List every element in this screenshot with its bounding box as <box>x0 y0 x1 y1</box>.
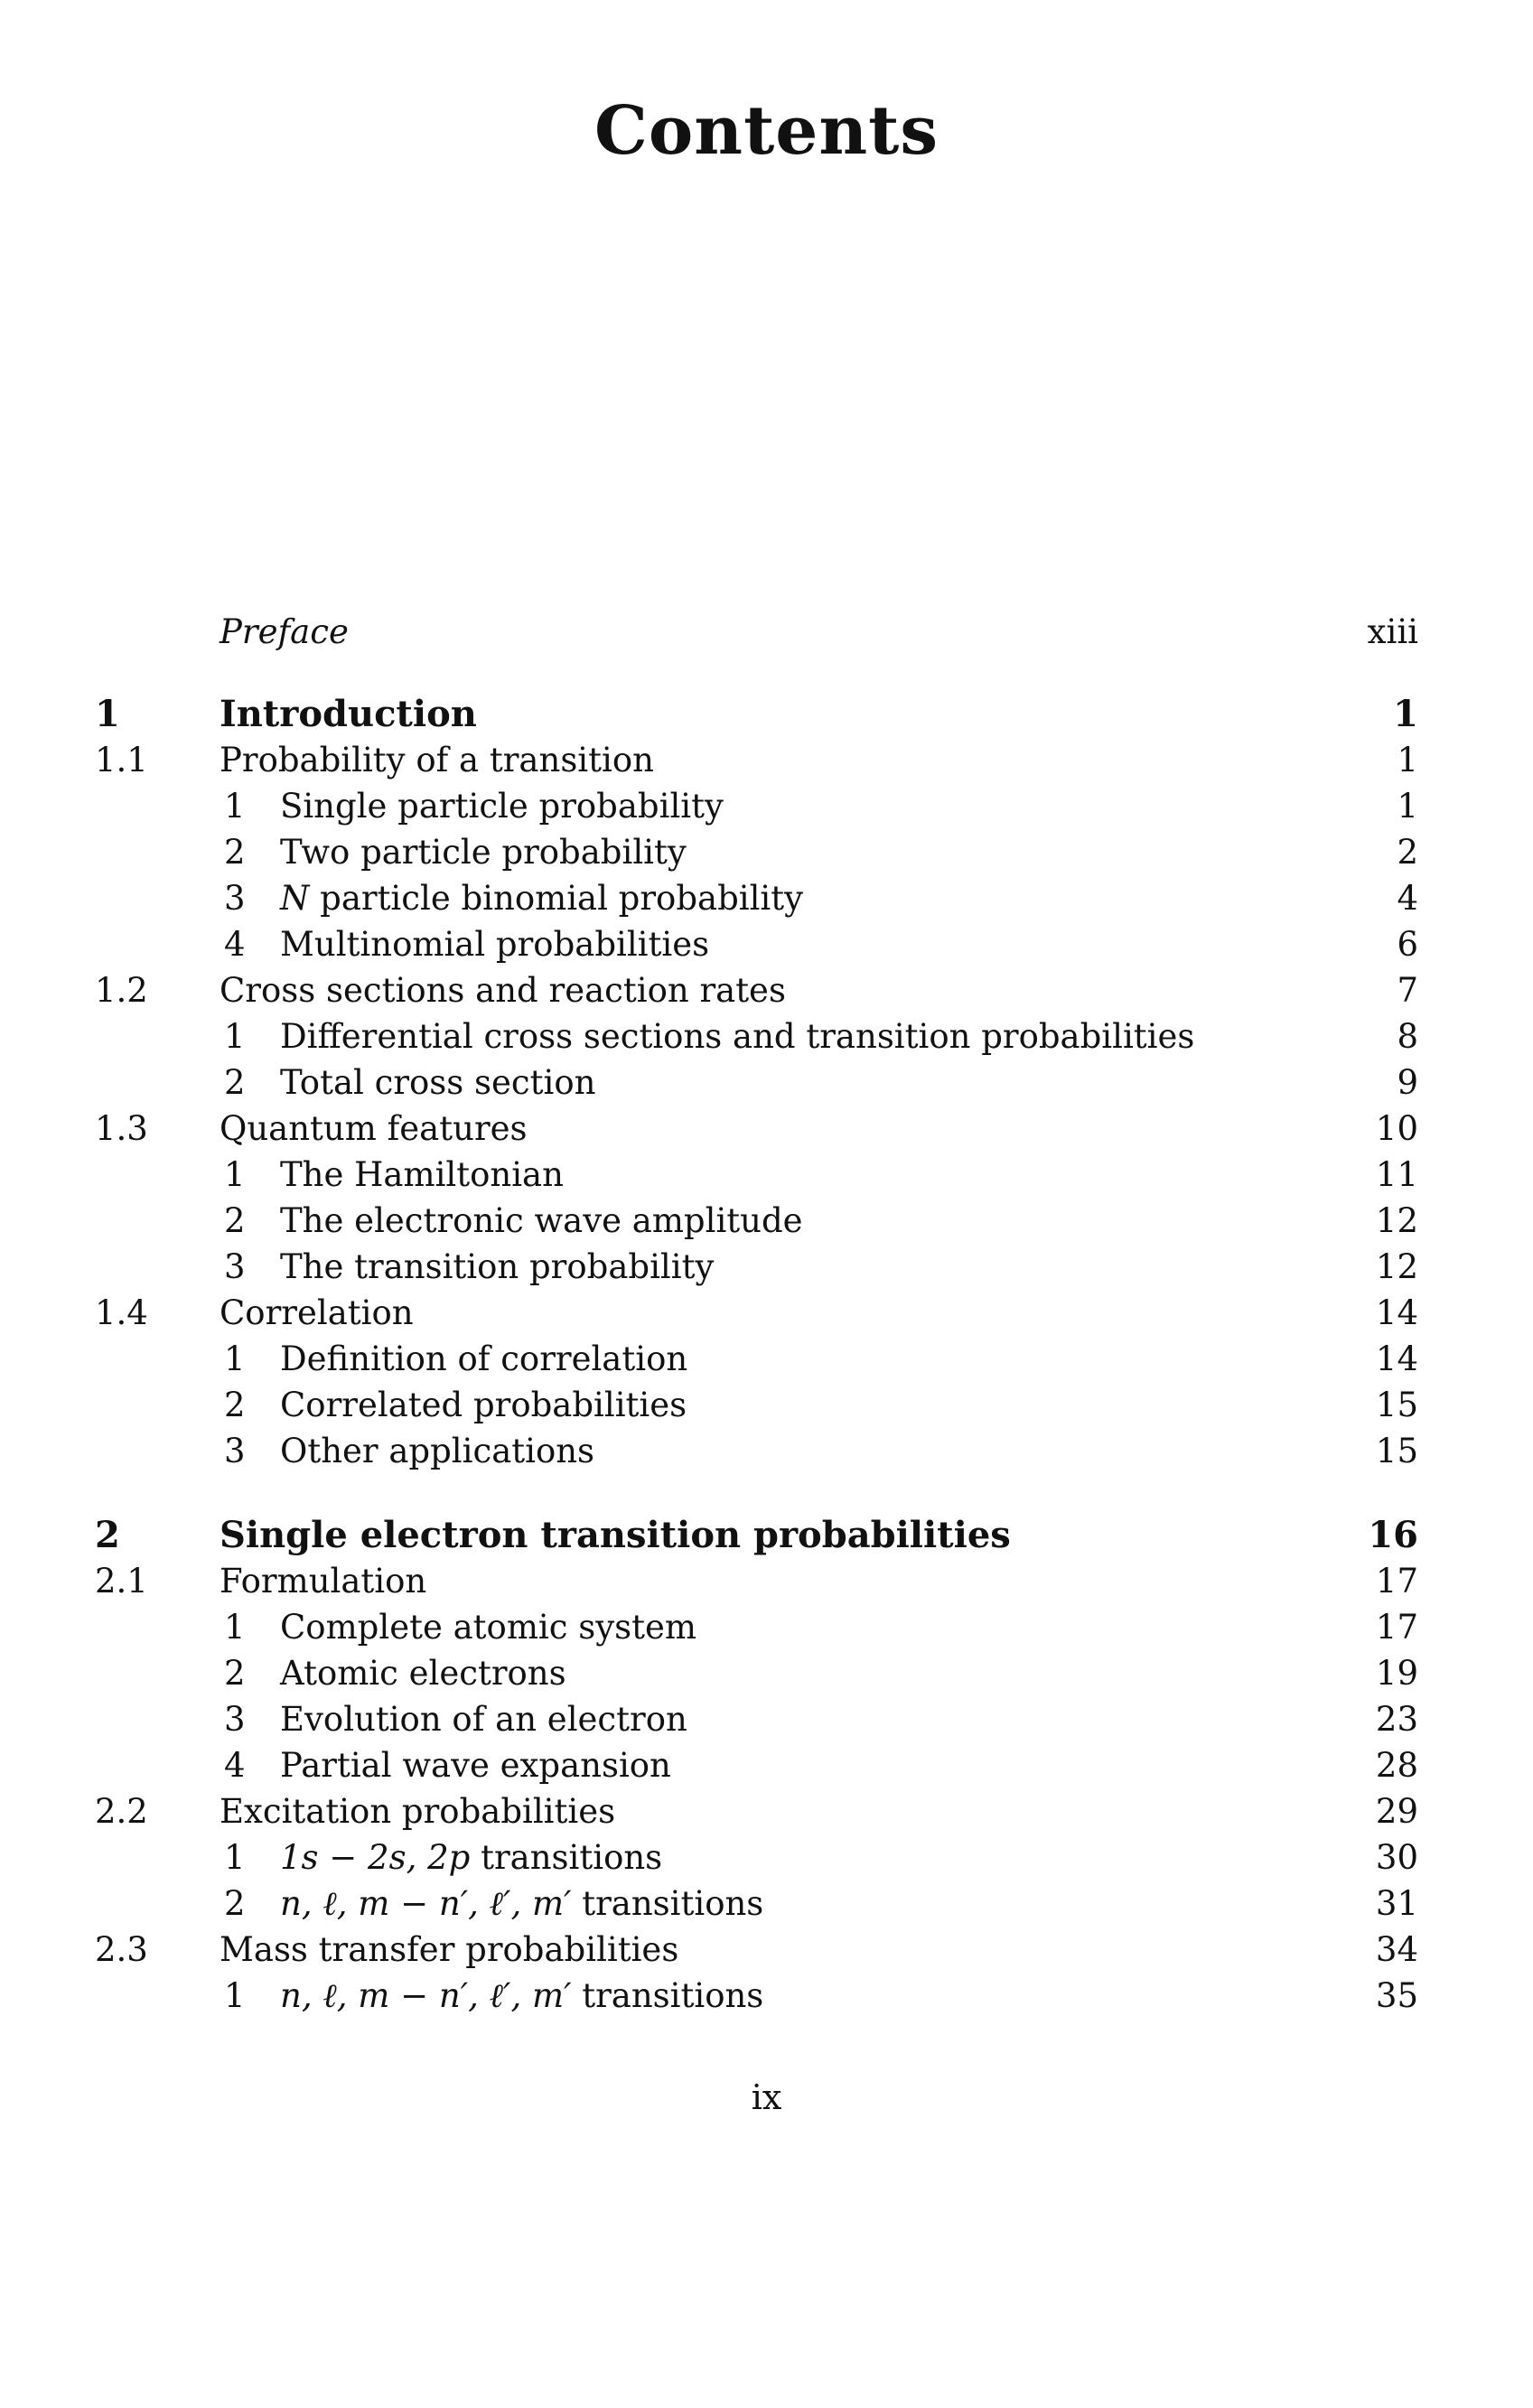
subsection-number: 3 <box>224 1700 246 1739</box>
toc-entry-preface[interactable] <box>95 609 1418 655</box>
subsection-number: 1 <box>224 1608 246 1647</box>
subsection-page: 9 <box>1397 1063 1418 1102</box>
chapter-number: 1 <box>95 693 120 735</box>
page-title: Contents <box>594 92 939 170</box>
subsection-page: 15 <box>1375 1386 1418 1424</box>
section-number: 1.3 <box>95 1109 148 1148</box>
toc-subsection[interactable] <box>95 1428 1418 1474</box>
toc-subsection[interactable] <box>95 875 1418 921</box>
section-title: Probability of a transition <box>220 741 654 779</box>
subsection-title: Total cross section <box>280 1063 596 1102</box>
chapter-page: 1 <box>1393 693 1418 735</box>
section-title: Quantum features <box>220 1109 528 1148</box>
subsection-page: 15 <box>1375 1432 1418 1470</box>
subsection-number: 2 <box>224 833 246 872</box>
toc-subsection[interactable] <box>95 921 1418 967</box>
subsection-number: 2 <box>224 1884 246 1923</box>
toc-subsection[interactable] <box>95 1013 1418 1059</box>
math-symbol: N <box>280 879 310 918</box>
section-page: 7 <box>1397 971 1418 1010</box>
subsection-page: 11 <box>1375 1155 1418 1194</box>
subsection-title: Correlated probabilities <box>280 1386 687 1424</box>
subsection-page: 12 <box>1375 1201 1418 1240</box>
toc-section-2-1[interactable] <box>95 1558 1418 1604</box>
subsection-title <box>280 875 803 921</box>
toc-section-2-3[interactable] <box>95 1927 1418 1973</box>
subsection-title: Multinomial probabilities <box>280 925 710 964</box>
chapter-page: 16 <box>1368 1514 1418 1556</box>
section-title: Mass transfer probabilities <box>220 1930 679 1969</box>
subsection-page: 19 <box>1375 1654 1418 1693</box>
subsection-title: The electronic wave amplitude <box>280 1201 803 1240</box>
section-number: 1.1 <box>95 741 148 779</box>
toc-subsection[interactable] <box>95 783 1418 829</box>
subsection-page: 4 <box>1397 879 1418 918</box>
section-page: 17 <box>1375 1562 1418 1601</box>
section-page: 29 <box>1375 1792 1418 1831</box>
subsection-title <box>280 1881 763 1927</box>
toc-subsection[interactable] <box>95 1696 1418 1742</box>
subsection-page: 8 <box>1397 1017 1418 1056</box>
math-expression: n, ℓ, m − n′, ℓ′, m′ <box>280 1976 572 2015</box>
toc-subsection[interactable] <box>95 829 1418 875</box>
subsection-page: 28 <box>1375 1746 1418 1785</box>
subsection-number: 1 <box>224 1976 246 2015</box>
subsection-title: The transition probability <box>280 1247 715 1286</box>
chapter-title: Single electron transition probabilities <box>220 1514 1011 1556</box>
subsection-title: Other applications <box>280 1432 595 1470</box>
section-number: 2.3 <box>95 1930 148 1969</box>
subsection-page: 31 <box>1375 1884 1418 1923</box>
subsection-title: Complete atomic system <box>280 1608 696 1647</box>
toc-subsection[interactable] <box>95 1650 1418 1696</box>
toc-subsection[interactable] <box>95 1336 1418 1382</box>
subsection-number: 1 <box>224 787 246 826</box>
toc-section-1-3[interactable] <box>95 1106 1418 1152</box>
subsection-title-text: transitions <box>571 1976 764 2015</box>
subsection-page: 2 <box>1397 833 1418 872</box>
subsection-number: 2 <box>224 1063 246 1102</box>
toc-section-1-2[interactable] <box>95 967 1418 1013</box>
subsection-page: 35 <box>1375 1976 1418 2015</box>
subsection-page: 14 <box>1375 1339 1418 1378</box>
section-page: 1 <box>1397 741 1418 779</box>
toc-subsection[interactable] <box>95 1604 1418 1650</box>
subsection-title: The Hamiltonian <box>280 1155 564 1194</box>
subsection-page: 17 <box>1375 1608 1418 1647</box>
subsection-title: Single particle probability <box>280 787 724 826</box>
toc-entry-page: xiii <box>1367 612 1418 651</box>
subsection-number: 4 <box>224 1746 246 1785</box>
toc-subsection[interactable] <box>95 1834 1418 1881</box>
subsection-number: 2 <box>224 1201 246 1240</box>
toc-subsection[interactable] <box>95 1742 1418 1788</box>
subsection-title: Atomic electrons <box>280 1654 566 1693</box>
toc-section-2-2[interactable] <box>95 1788 1418 1834</box>
subsection-page: 1 <box>1397 787 1418 826</box>
toc-entry-title: Preface <box>220 612 349 651</box>
toc-chapter-1[interactable] <box>95 691 1418 737</box>
subsection-page: 6 <box>1397 925 1418 964</box>
math-expression: n, ℓ, m − n′, ℓ′, m′ <box>280 1884 572 1923</box>
subsection-title-text: transitions <box>571 1884 764 1923</box>
section-number: 1.2 <box>95 971 148 1010</box>
subsection-number: 1 <box>224 1017 246 1056</box>
section-title: Formulation <box>220 1562 427 1601</box>
toc-subsection[interactable] <box>95 1881 1418 1927</box>
subsection-title: Definition of correlation <box>280 1339 688 1378</box>
section-page: 14 <box>1375 1293 1418 1332</box>
subsection-title: Differential cross sections and transition probabilities <box>280 1017 1195 1056</box>
toc-subsection[interactable] <box>95 1059 1418 1106</box>
subsection-number: 4 <box>224 925 246 964</box>
section-number: 2.1 <box>95 1562 148 1601</box>
subsection-page: 23 <box>1375 1700 1418 1739</box>
toc-subsection[interactable] <box>95 1152 1418 1198</box>
subsection-number: 3 <box>224 879 246 918</box>
chapter-number: 2 <box>95 1514 120 1556</box>
subsection-number: 3 <box>224 1432 246 1470</box>
section-title: Cross sections and reaction rates <box>220 971 786 1010</box>
toc-subsection[interactable] <box>95 1973 1418 2019</box>
subsection-title: Partial wave expansion <box>280 1746 671 1785</box>
subsection-number: 1 <box>224 1155 246 1194</box>
subsection-title: Two particle probability <box>280 833 687 872</box>
toc-chapter-2[interactable] <box>95 1512 1418 1558</box>
subsection-number: 2 <box>224 1654 246 1693</box>
section-page: 34 <box>1375 1930 1418 1969</box>
chapter-title: Introduction <box>220 693 477 735</box>
section-title: Correlation <box>220 1293 414 1332</box>
subsection-title-text: particle binomial probability <box>309 879 804 918</box>
subsection-number: 1 <box>224 1838 246 1877</box>
section-number: 2.2 <box>95 1792 148 1831</box>
toc-subsection[interactable] <box>95 1382 1418 1428</box>
subsection-title: Evolution of an electron <box>280 1700 687 1739</box>
page-number: ix <box>751 2077 782 2117</box>
subsection-title <box>280 1834 662 1881</box>
subsection-page: 30 <box>1375 1838 1418 1877</box>
toc-section-1-1[interactable] <box>95 737 1418 783</box>
table-of-contents <box>95 609 1418 2019</box>
subsection-number: 1 <box>224 1339 246 1378</box>
toc-subsection[interactable] <box>95 1198 1418 1244</box>
toc-subsection[interactable] <box>95 1244 1418 1290</box>
toc-section-1-4[interactable] <box>95 1290 1418 1336</box>
math-expression: 1s − 2s, 2p <box>280 1838 471 1877</box>
subsection-number: 3 <box>224 1247 246 1286</box>
subsection-title <box>280 1973 763 2019</box>
section-page: 10 <box>1375 1109 1418 1148</box>
section-title: Excitation probabilities <box>220 1792 616 1831</box>
subsection-number: 2 <box>224 1386 246 1424</box>
subsection-page: 12 <box>1375 1247 1418 1286</box>
subsection-title-text: transitions <box>470 1838 663 1877</box>
section-number: 1.4 <box>95 1293 148 1332</box>
